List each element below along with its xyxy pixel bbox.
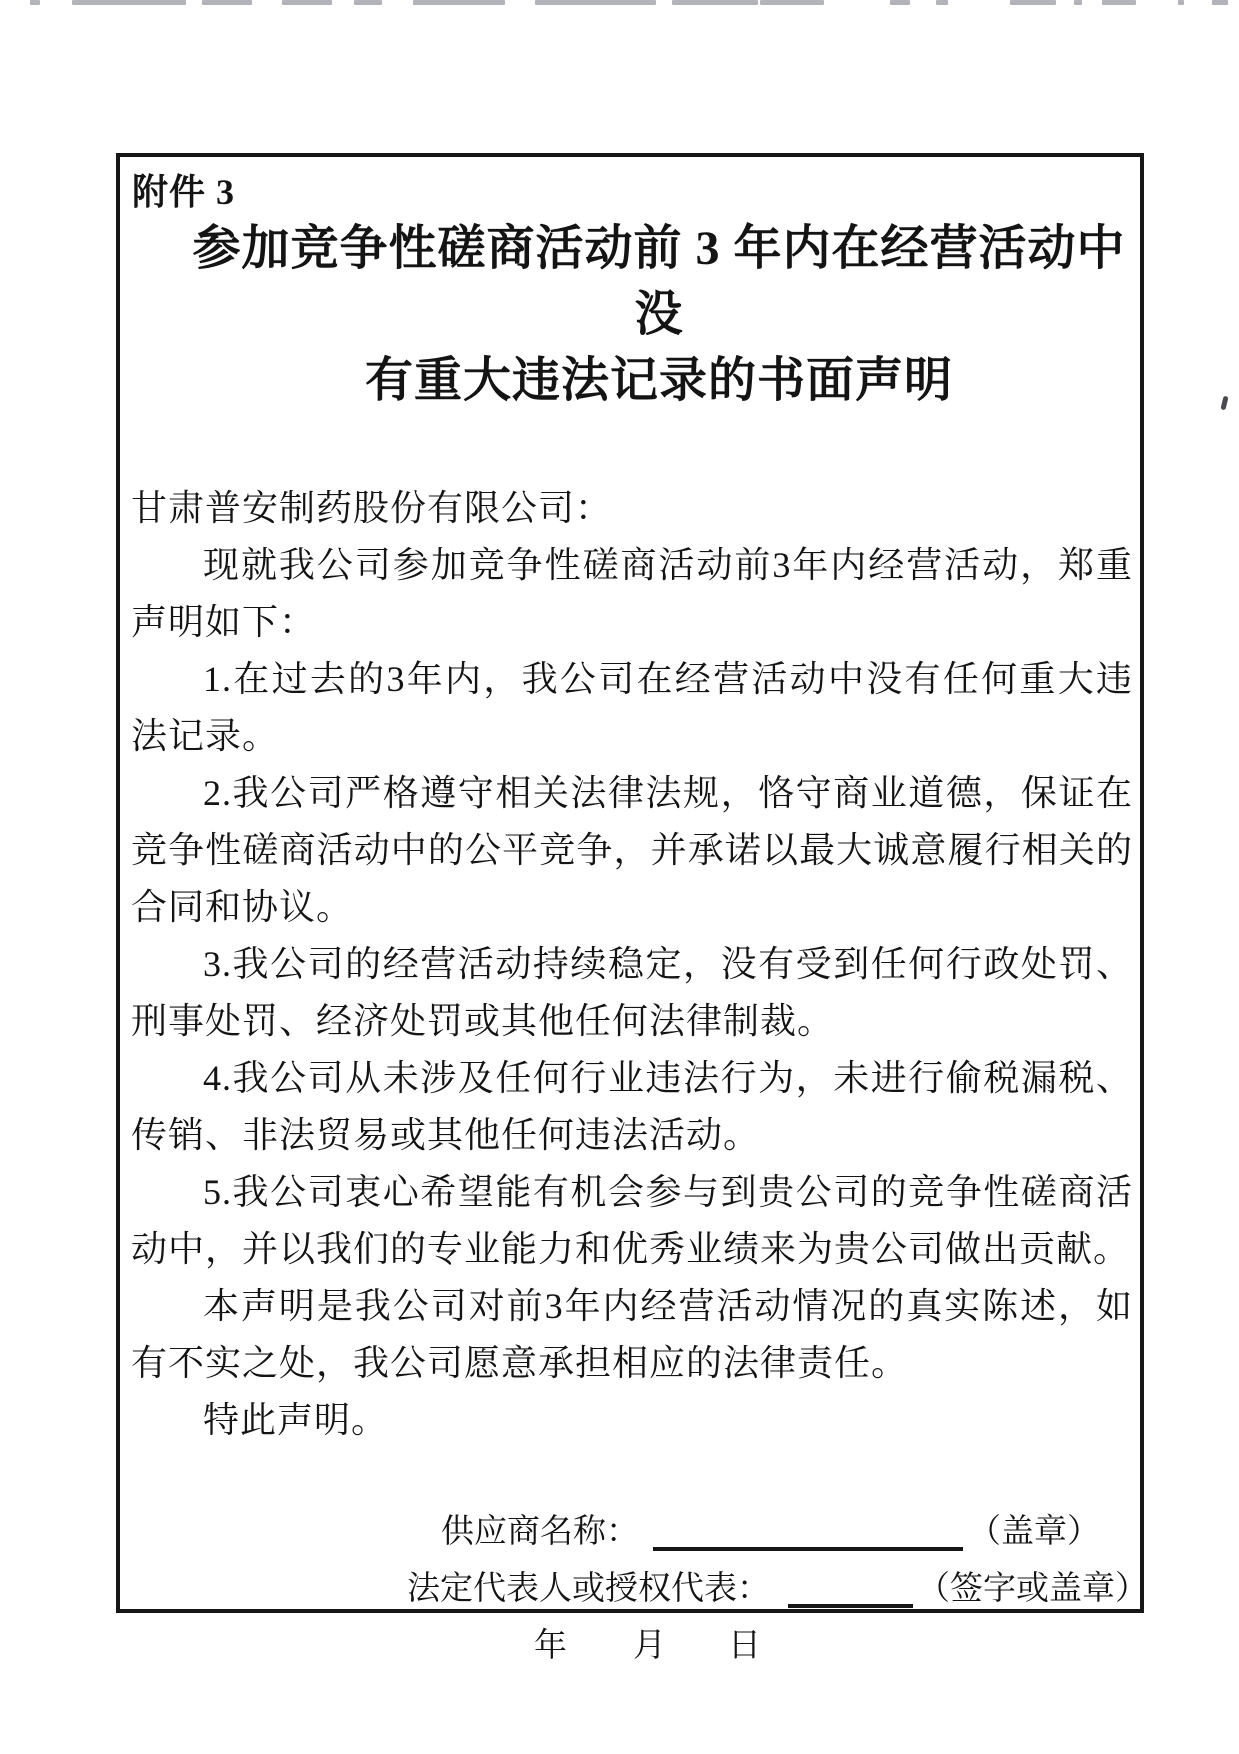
representative-signature-blank xyxy=(788,1604,913,1608)
body-paragraph: 1.在过去的3年内，我公司在经营活动中没有任何重大违法记录。 xyxy=(131,659,1133,756)
declaration-border-box xyxy=(116,153,1148,1664)
declaration-body xyxy=(120,480,1140,1449)
body-paragraph: 4.我公司从未涉及任何行业违法行为，未进行偷税漏税、传销、非法贸易或其他任何违法活动。 xyxy=(131,1058,1133,1155)
representative-label: 法定代表人或授权代表： xyxy=(407,1571,770,1607)
supplier-name-blank xyxy=(653,1547,963,1551)
body-paragraph: 本声明是我公司对前3年内经营活动情况的真实陈述，如有不实之处，我公司愿意承担相应的法律责任。 xyxy=(131,1286,1133,1383)
supplier-signature-row xyxy=(441,1504,1140,1561)
representative-seal-note: （签字或盖章） xyxy=(917,1571,1148,1607)
body-paragraph: 3.我公司的经营活动持续稳定，没有受到任何行政处罚、刑事处罚、经济处罚或其他任何法律制裁。 xyxy=(131,944,1133,1041)
date-year-label: 年 xyxy=(534,1628,567,1664)
body-paragraph: 现就我公司参加竞争性磋商活动前3年内经营活动，郑重声明如下： xyxy=(131,545,1133,642)
supplier-seal-note: （盖章） xyxy=(968,1514,1100,1550)
document-title xyxy=(120,216,1140,414)
body-paragraph: 特此声明。 xyxy=(203,1400,389,1440)
date-row xyxy=(534,1618,1140,1675)
scan-speck xyxy=(1220,396,1228,411)
addressee-line: 甘肃普安制药股份有限公司： xyxy=(131,488,613,528)
signature-block xyxy=(120,1504,1148,1675)
supplier-name-label: 供应商名称： xyxy=(441,1514,639,1550)
date-month-label: 月 xyxy=(633,1628,666,1664)
attachment-label: 附件 3 xyxy=(132,172,236,212)
representative-signature-row xyxy=(407,1561,1148,1618)
date-day-label: 日 xyxy=(728,1628,761,1664)
title-line: 参加竞争性磋商活动前 3 年内在经营活动中没 xyxy=(192,222,1126,341)
body-paragraph: 2.我公司严格遵守相关法律法规，恪守商业道德，保证在竞争性磋商活动中的公平竞争，并承诺以最大诚意履行相关的合同和协议。 xyxy=(131,773,1133,927)
body-paragraph: 5.我公司衷心希望能有机会参与到贵公司的竞争性磋商活动中，并以我们的专业能力和优秀业绩来为贵公司做出贡献。 xyxy=(131,1172,1133,1269)
title-line: 有重大违法记录的书面声明 xyxy=(364,354,953,407)
scan-artifact-strip xyxy=(0,0,1239,6)
